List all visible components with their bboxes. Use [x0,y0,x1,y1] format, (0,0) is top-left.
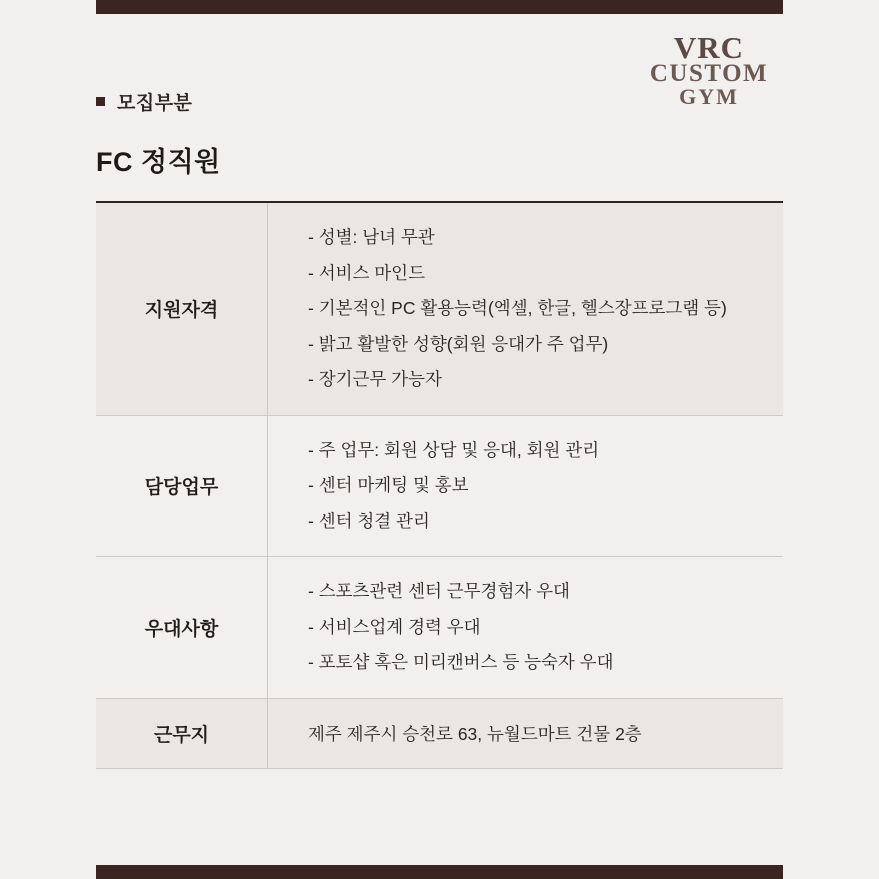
list-item: - 성별: 남녀 무관 [308,227,435,247]
row-content [268,203,783,415]
row-content [268,699,783,768]
row-label: 근무지 [96,699,268,768]
row-label: 지원자격 [96,203,268,415]
logo-line-3: GYM [679,83,739,109]
list-item: - 센터 청결 관리 [308,510,430,531]
top-accent-bar [96,0,783,14]
section-kicker [96,88,192,115]
list-item: - 스포츠관련 센터 근무경험자 우대 [308,581,570,601]
list-item: - 센터 마케팅 및 홍보 [308,475,469,495]
logo-line-1: VRC [673,30,745,65]
list-item: 제주 제주시 승천로 63, 뉴월드마트 건물 2층 [308,723,642,744]
bottom-accent-bar [96,865,783,879]
logo-line-2: CUSTOM [649,59,769,87]
square-bullet-icon [96,97,105,106]
page-title: FC 정직원 [96,147,221,177]
list-item: - 서비스 마인드 [308,262,425,283]
row-content [268,557,783,698]
list-item: - 서비스업계 경력 우대 [308,616,481,637]
section-kicker-label: 모집부분 [117,93,193,114]
list-item: - 장기근무 가능자 [308,369,442,389]
list-item: - 주 업무: 회원 상담 및 응대, 회원 관리 [308,439,600,460]
brand-logo [635,32,783,108]
table-row [96,203,783,416]
row-label: 우대사항 [96,557,268,698]
row-label: 담당업무 [96,416,268,557]
list-item: - 밝고 활발한 성향(회원 응대가 주 업무) [308,333,609,354]
list-item: - 기본적인 PC 활용능력(엑셀, 한글, 헬스장프로그램 등) [308,298,727,318]
recruitment-table [96,201,783,769]
row-content [268,416,783,557]
list-item: - 포토샵 혹은 미리캔버스 등 능숙자 우대 [308,652,614,672]
table-row [96,699,783,769]
table-row [96,557,783,699]
table-row [96,416,783,558]
